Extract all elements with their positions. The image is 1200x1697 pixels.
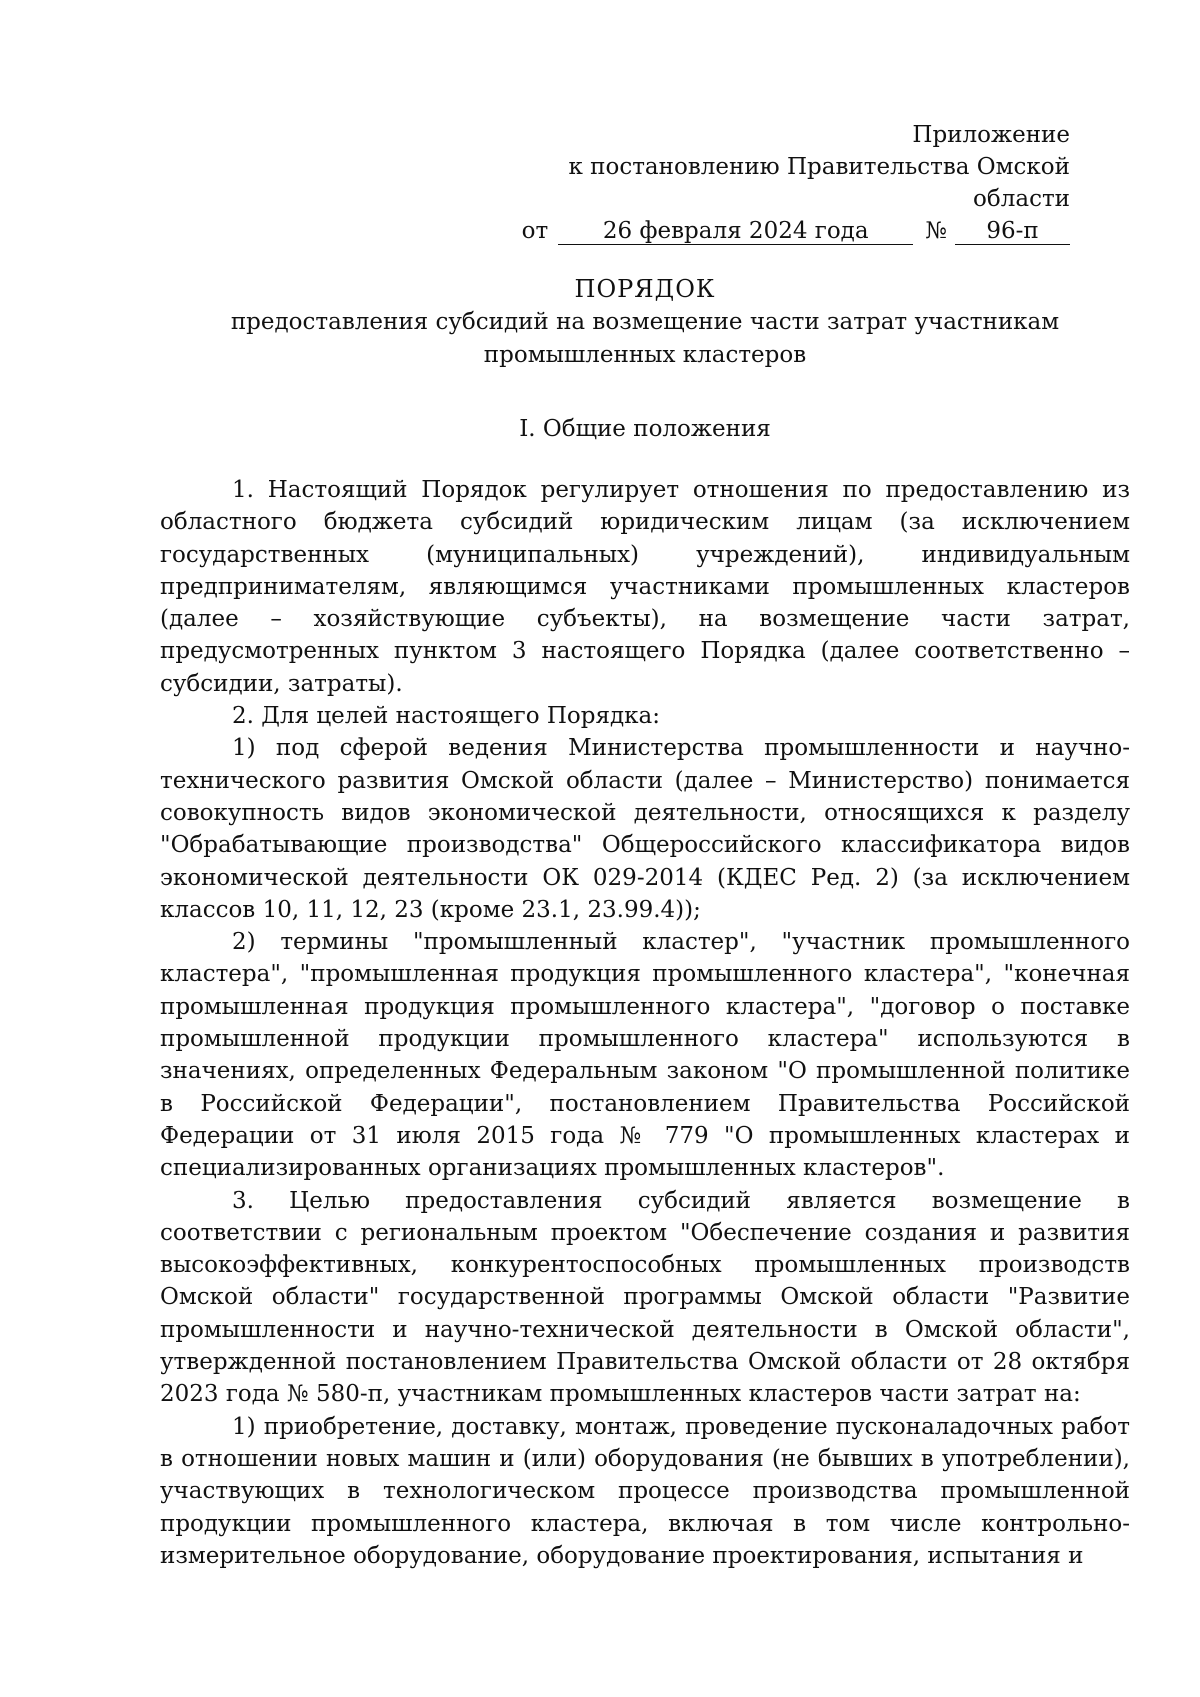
paragraph-2-1: 1) под сферой ведения Министерства промышленности и научно-технического развития Омской области (далее – Министерство) понимается совокупность видов экономической деятельности, относящихся к разделу "Обрабатывающие производства" Общероссийского классификатора видов экономической деятельности ОК 029-2014 (КДЕС Ред. 2) (за исключением классов 10, 11, 12, 23 (кроме 23.1, 23.99.4)); — [160, 735, 1130, 923]
paragraph-1: 1. Настоящий Порядок регулирует отношения по предоставлению из областного бюджета субсидий юридическим лицам (за исключением государственных (муниципальных) учреждений), индивидуальным предпринимателям, являющимся участниками промышленных кластеров (далее – хозяйствующие субъекты), на возмещение части затрат, предусмотренных пунктом 3 настоящего Порядка (далее соответственно – субсидии, затраты). — [160, 477, 1130, 697]
title-block — [160, 272, 1130, 372]
date-number-line — [510, 215, 1070, 247]
appendix-label: Приложение — [912, 122, 1070, 148]
resolution-number: 96-п — [955, 218, 1070, 245]
paragraph-3-1: 1) приобретение, доставку, монтаж, проведение пусконаладочных работ в отношении новых машин и (или) оборудования (не бывших в употреблении), участвующих в технологическом процессе производства промышленной продукции промышленного кластера, включая в том числе контрольно-измерительное оборудование, оборудование проектирования, испытания и — [160, 1413, 1130, 1569]
resolution-reference: к постановлению Правительства Омской области — [568, 154, 1070, 212]
appendix-header — [510, 119, 1070, 247]
paragraph-2: 2. Для целей настоящего Порядка: — [232, 703, 660, 730]
document-body — [160, 474, 1130, 1572]
number-label: № — [925, 218, 947, 244]
paragraph-2-2: 2) термины "промышленный кластер", "участник промышленного кластера", "промышленная продукция промышленного кластера", "конечная промышленная продукция промышленного кластера", "договор о поставке промышленной продукции промышленного кластера" используются в значениях, определенных Федеральным законом "О промышленной политике в Российской Федерации", постановлением Правительства Российской Федерации от 31 июля 2015 года № 779 "О промышленных кластерах и специализированных организациях промышленных кластеров". — [160, 929, 1130, 1182]
resolution-date: 26 февраля 2024 года — [558, 218, 913, 245]
section-heading: I. Общие положения — [519, 416, 771, 442]
from-label: от — [521, 218, 549, 244]
document-title: ПОРЯДОК — [574, 275, 716, 303]
document-subtitle: предоставления субсидий на возмещение части затрат участникам промышленных кластеров — [230, 309, 1060, 368]
paragraph-3: 3. Целью предоставления субсидий является возмещение в соответствии с региональным проектом "Обеспечение создания и развития высокоэффективных, конкурентоспособных промышленных производств Омской области" государственной программы Омской области "Развитие промышленности и научно-технической деятельности в Омской области", утвержденной постановлением Правительства Омской области от 28 октября 2023 года № 580-п, участникам промышленных кластеров части затрат на: — [160, 1187, 1130, 1408]
